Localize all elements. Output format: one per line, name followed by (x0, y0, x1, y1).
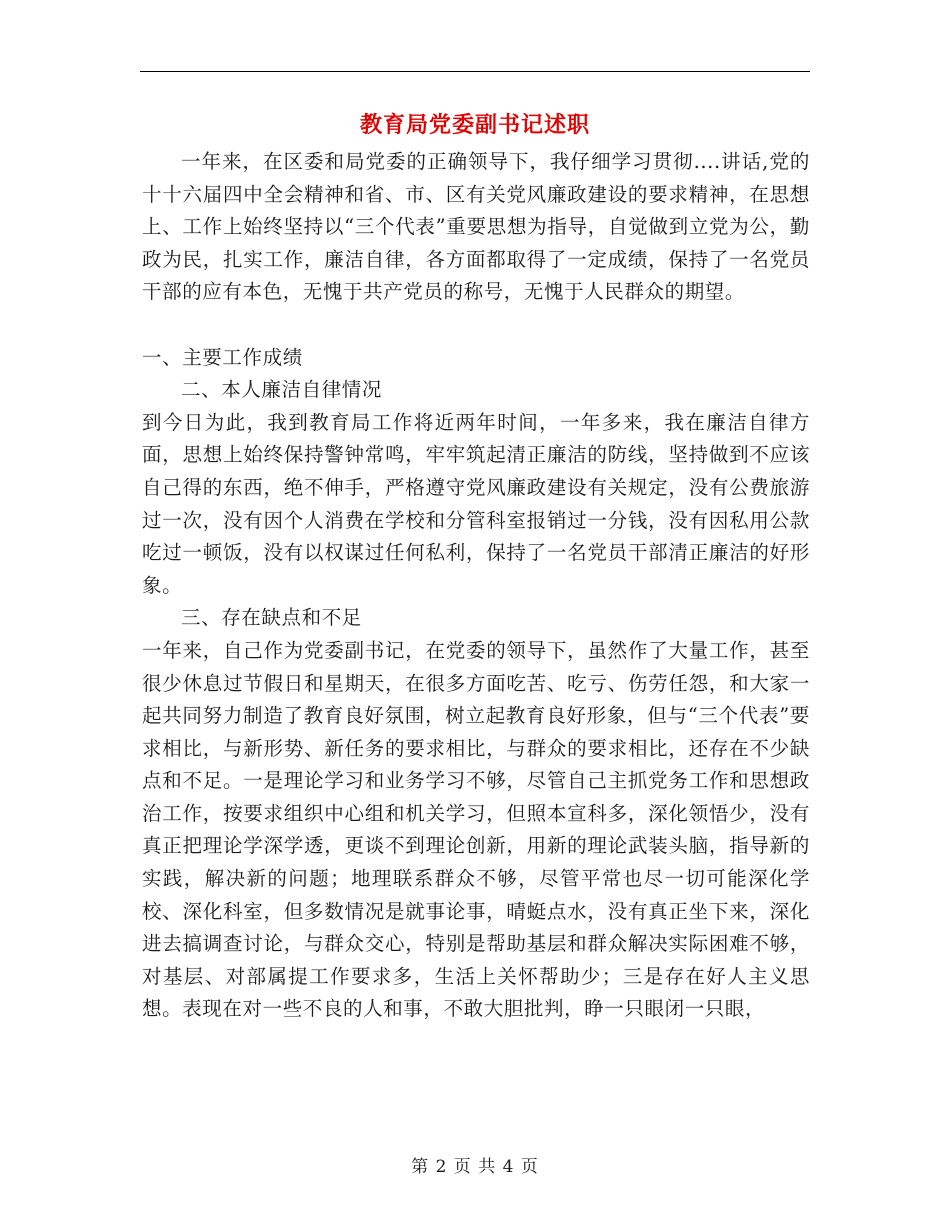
document-body (142, 146, 810, 1026)
section-heading-1: 一、主要工作成绩 (142, 345, 303, 369)
section-3-paragraph: 一年来，自己作为党委副书记，在党委的领导下，虽然作了大量工作，甚至很少休息过节假日和星期天，在很多方面吃苦、吃亏、伤劳任怨，和大家一起共同努力制造了教育良好氛围，树立起教育良好形象，但与“三个代表”要求相比，与新形势、新任务的要求相比，与群众的要求相比，还存在不少缺点和不足。一是理论学习和业务学习不够，尽管自己主抓党务工作和思想政治工作，按要求组织中心组和机关学习，但照本宣科多，深化领悟少，没有真正把理论学深学透，更谈不到理论创新，用新的理论武装头脑，指导新的实践，解决新的问题；地理联系群众不够，尽管平常也尽一切可能深化学校、深化科室，但多数情况是就事论事，晴蜓点水，没有真正坐下来，深化进去搞调查讨论，与群众交心，特别是帮助基层和群众解决实际困难不够，对基层、对部属提工作要求多，生活上关怀帮助少；三是存在好人主义思想。表现在对一些不良的人和事，不敢大胆批判，睁一只眼闭一只眼， (142, 638, 810, 1021)
section-heading-2: 二、本人廉洁自律情况 (181, 378, 383, 402)
page-footer: 第 2 页 共 4 页 (411, 1157, 539, 1177)
document-title: 教育局党委副书记述职 (359, 112, 590, 138)
section-heading-3: 三、存在缺点和不足 (181, 606, 362, 630)
blank-line (142, 309, 810, 342)
header-rule (140, 71, 810, 72)
section-2-paragraph: 到今日为此，我到教育局工作将近两年时间，一年多来，我在廉洁自律方面，思想上始终保持警钟常鸣，牢牢筑起清正廉洁的防线，坚持做到不应该自己得的东西，绝不伸手，严格遵守党风廉政建设有关规定，没有公费旅游过一次，没有因个人消费在学校和分管科室报销过一分钱，没有因私用公款吃过一顿饭，没有以权谋过任何私利，保持了一名党员干部清正廉洁的好形象。 (142, 410, 810, 597)
intro-paragraph: 一年来，在区委和局党委的正确领导下，我仔细学习贯彻....讲话,党的十十六届四中全会精神和省、市、区有关党风廉政建设的要求精神，在思想上、工作上始终坚持以“三个代表”重要思想为指导，自觉做到立党为公，勤政为民，扎实工作，廉洁自律，各方面都取得了一定成绩，保持了一名党员干部的应有本色，无愧于共产党员的称号，无愧于人民群众的期望。 (142, 150, 810, 304)
